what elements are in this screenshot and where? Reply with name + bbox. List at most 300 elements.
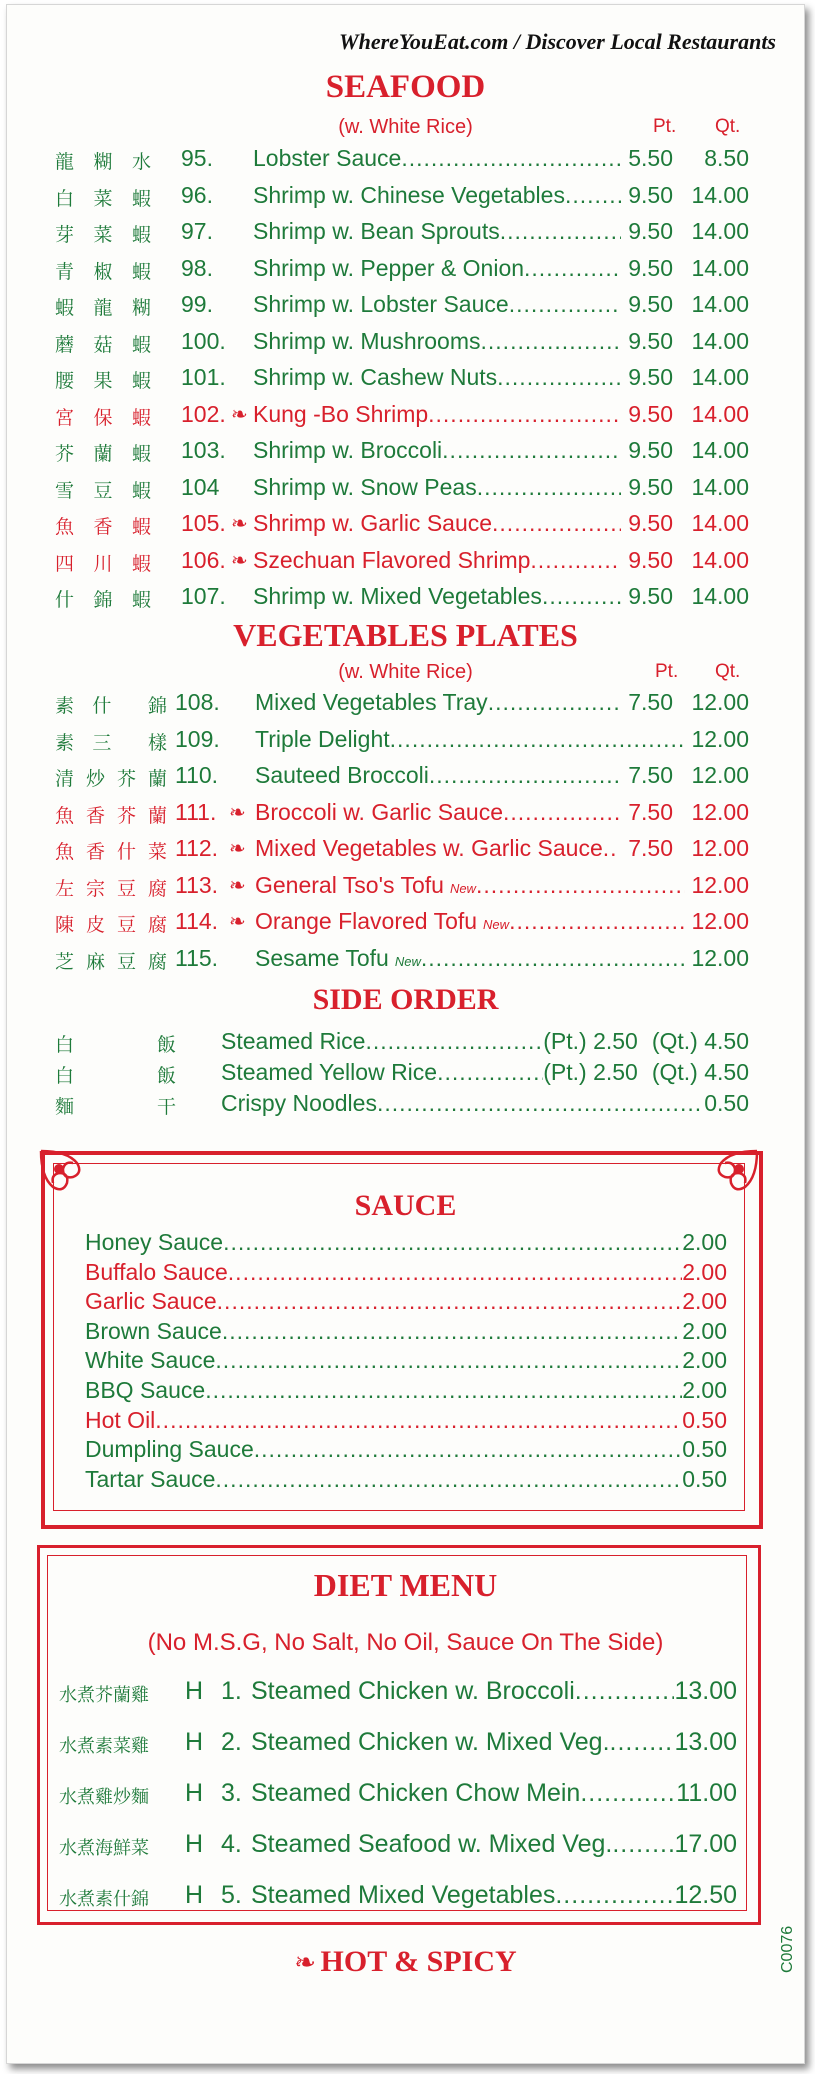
price-quart: 12.00 — [691, 762, 749, 788]
veg-item — [7, 689, 804, 723]
chinese-char: 青 — [55, 260, 75, 283]
item-number: 113. — [175, 871, 219, 898]
chinese-char: 水 — [131, 151, 151, 173]
price: 11.00 — [676, 1779, 737, 1807]
price: 2.00 — [682, 1317, 727, 1344]
veg-item — [7, 762, 804, 796]
chili-icon: ❧ — [231, 403, 248, 426]
price-pint: 9.50 — [628, 437, 673, 463]
veg-item — [7, 872, 804, 906]
chinese-char: 芥 — [116, 768, 136, 790]
veg-pt-header: Pt. — [655, 661, 679, 682]
item-number: 1. — [221, 1677, 242, 1705]
price-quart: 12.00 — [691, 908, 749, 934]
chinese-char: 保 — [93, 406, 113, 429]
menu-code: C0076 — [779, 1925, 796, 1973]
chinese-char: 糊 — [131, 297, 151, 319]
dot-leader — [476, 872, 685, 899]
price-quart: 14.00 — [691, 218, 749, 244]
diet-item — [7, 1728, 804, 1762]
chinese-char: 麻 — [85, 950, 105, 973]
price: 2.00 — [682, 1229, 727, 1255]
item-number: 106. — [181, 546, 226, 573]
chinese-char: 魚 — [55, 804, 75, 827]
seafood-item — [7, 218, 804, 252]
dot-leader — [254, 1436, 682, 1463]
item-line — [85, 1377, 727, 1404]
item-name: Crispy Noodles — [221, 1090, 377, 1116]
chili-icon: ❧ — [231, 549, 248, 572]
item-name: Orange Flavored Tofu — [255, 908, 478, 934]
chinese-name — [55, 837, 167, 864]
veg-subtitle: (w. White Rice) — [338, 661, 473, 683]
dot-leader — [155, 1407, 682, 1434]
side-item — [7, 1090, 804, 1124]
chinese-char: 腐 — [147, 914, 167, 936]
diet-title: DIET MENU — [313, 1567, 498, 1603]
chili-icon: ❧ — [229, 838, 246, 860]
chinese-char: 宮 — [55, 406, 75, 429]
price-quart: 14.00 — [691, 400, 749, 427]
chinese-char: 錦 — [93, 589, 113, 611]
dot-leader — [421, 945, 685, 972]
item-name: Shrimp w. Bean Sprouts — [253, 218, 500, 244]
item-name: Mixed Vegetables Tray — [255, 689, 488, 715]
chinese-name — [55, 691, 167, 718]
chinese-char: 豆 — [116, 950, 136, 973]
chinese-name — [55, 476, 151, 503]
item-line — [85, 1229, 727, 1256]
item-code: H — [185, 1677, 204, 1705]
chinese-name: 水煮素什錦 — [59, 1889, 149, 1910]
price-pint: 9.50 — [628, 327, 673, 354]
item-number: 100. — [181, 327, 226, 354]
chinese-name — [55, 439, 151, 466]
seafood-item — [7, 145, 804, 179]
chinese-name — [55, 330, 151, 357]
item-number: 103. — [181, 437, 226, 463]
item-name: Tartar Sauce — [85, 1465, 216, 1492]
chinese-char: 糊 — [93, 151, 113, 173]
hot-spicy-legend — [7, 1945, 804, 1979]
chinese-char: 蝦 — [131, 589, 151, 611]
item-line — [253, 547, 621, 574]
chinese-char: 陳 — [55, 914, 75, 936]
item-name: Shrimp w. Snow Peas — [253, 473, 477, 500]
sauce-title: SAUCE — [354, 1189, 457, 1222]
price-quart: 12.00 — [691, 725, 749, 752]
chinese-name — [55, 549, 151, 576]
item-name: Brown Sauce — [85, 1317, 222, 1344]
price-quart: (Qt.) 4.50 — [651, 1028, 749, 1054]
item-code: H — [185, 1728, 204, 1756]
chinese-char: 雪 — [55, 479, 75, 502]
hot-spicy-label: HOT & SPICY — [320, 1945, 517, 1978]
seafood-pt-header: Pt. — [653, 116, 677, 137]
item-name: Steamed Rice — [221, 1028, 366, 1054]
dot-leader — [377, 1090, 704, 1117]
item-line — [85, 1288, 727, 1315]
item-line — [221, 1090, 749, 1117]
sauce-item — [85, 1407, 727, 1437]
veg-item — [7, 835, 804, 869]
item-number: 5. — [221, 1881, 242, 1909]
item-line — [221, 1028, 749, 1055]
chinese-name: 水煮素菜雞 — [59, 1736, 149, 1757]
price-pint: 9.50 — [628, 218, 673, 244]
chinese-name — [55, 764, 167, 791]
dot-leader — [401, 145, 621, 172]
dot-leader — [503, 799, 619, 826]
price: 13.00 — [674, 1677, 737, 1705]
dot-leader — [365, 1028, 543, 1055]
price-pint: (Pt.) 2.50 — [543, 1059, 638, 1085]
chinese-char: 蝦 — [131, 370, 151, 392]
chinese-char: 素 — [55, 731, 75, 754]
sauce-item — [85, 1229, 727, 1259]
dot-leader — [429, 762, 619, 789]
dot-leader — [477, 474, 621, 501]
chinese-name — [55, 585, 151, 612]
item-line — [253, 145, 621, 172]
dot-leader — [205, 1377, 682, 1404]
item-name: Steamed Yellow Rice — [221, 1059, 438, 1085]
menu-page — [6, 4, 805, 2064]
dot-leader — [215, 1466, 682, 1493]
seafood-title: SEAFOOD — [325, 69, 486, 105]
price-quart: 14.00 — [691, 546, 749, 573]
chinese-char: 樣 — [147, 731, 167, 754]
price-pint: 9.50 — [628, 364, 673, 390]
side-item — [7, 1028, 804, 1062]
item-number: 98. — [181, 254, 213, 281]
chinese-char: 蝦 — [55, 297, 75, 319]
veg-item — [7, 945, 804, 979]
price-pint: 9.50 — [628, 473, 673, 500]
chinese-char: 豆 — [116, 914, 136, 936]
item-number: 109. — [175, 725, 220, 752]
price: 2.00 — [682, 1377, 727, 1403]
chinese-char: 蝦 — [131, 516, 151, 538]
chinese-char: 芝 — [55, 950, 75, 973]
chinese-char: 炒 — [85, 768, 105, 790]
chinese-char: 菜 — [93, 187, 113, 210]
item-name: Shrimp w. Garlic Sauce — [253, 510, 493, 536]
price: 0.50 — [682, 1465, 727, 1492]
price: 12.50 — [674, 1881, 737, 1909]
item-line — [253, 291, 621, 318]
chinese-char: 菜 — [147, 841, 167, 863]
dot-leader — [437, 1059, 543, 1086]
item-name: Shrimp w. Broccoli — [253, 437, 443, 463]
chinese-name — [55, 728, 167, 755]
item-number: 115. — [175, 944, 219, 971]
dot-leader — [509, 908, 685, 935]
item-name: Steamed Chicken w. Mixed Veg. — [251, 1728, 610, 1756]
chinese-char: 芥 — [55, 443, 75, 465]
price-pint: 9.50 — [628, 181, 673, 208]
chinese-char: 白 — [55, 1034, 75, 1056]
item-number: 4. — [221, 1830, 242, 1858]
chinese-char: 飯 — [157, 1034, 177, 1056]
chinese-char: 四 — [55, 552, 75, 575]
price-quart: 14.00 — [691, 473, 749, 500]
chinese-char: 白 — [55, 1065, 75, 1087]
diet-item — [7, 1830, 804, 1864]
item-name: Kung -Bo Shrimp — [253, 400, 429, 427]
item-line — [251, 1779, 737, 1808]
seafood-item — [7, 547, 804, 581]
price-pint: 9.50 — [628, 254, 673, 281]
chinese-name — [55, 403, 151, 430]
seafood-item — [7, 364, 804, 398]
chinese-name — [55, 947, 167, 974]
seafood-qt-header: Qt. — [715, 116, 741, 137]
dot-leader — [492, 510, 621, 537]
seafood-item — [7, 401, 804, 435]
sauce-item — [85, 1347, 727, 1377]
new-badge: New — [394, 953, 421, 969]
item-line — [255, 908, 685, 935]
item-number: 96. — [181, 181, 213, 208]
veg-item — [7, 908, 804, 942]
chinese-char: 芽 — [55, 224, 75, 246]
diet-item — [7, 1677, 804, 1711]
price: 2.00 — [682, 1258, 727, 1285]
chinese-char: 干 — [157, 1096, 177, 1118]
item-number: 101. — [181, 364, 226, 390]
chinese-name — [55, 874, 167, 901]
price: 13.00 — [674, 1728, 737, 1756]
dot-leader — [612, 1830, 674, 1859]
item-line — [255, 762, 619, 789]
chinese-char: 蘭 — [147, 768, 167, 790]
chili-icon: ❧ — [231, 513, 248, 535]
seafood-item — [7, 255, 804, 289]
item-name: Mixed Vegetables w. Garlic Sauce — [255, 835, 603, 861]
price-quart: 14.00 — [691, 181, 749, 208]
item-name: Broccoli w. Garlic Sauce — [255, 798, 503, 825]
item-number: 114. — [175, 908, 219, 934]
price-quart: 14.00 — [691, 510, 749, 536]
chinese-char: 宗 — [85, 877, 105, 900]
item-number: 112. — [175, 835, 219, 861]
item-name: Garlic Sauce — [85, 1288, 217, 1315]
chinese-char: 龍 — [93, 297, 113, 319]
chinese-char: 芥 — [116, 804, 136, 827]
chinese-char: 香 — [93, 516, 113, 538]
chinese-char: 魚 — [55, 516, 75, 538]
item-line — [251, 1728, 737, 1757]
item-number: 3. — [221, 1779, 242, 1807]
item-name: Buffalo Sauce — [85, 1258, 228, 1285]
diet-subtitle: (No M.S.G, No Salt, No Oil, Sauce On The Side) — [147, 1629, 664, 1656]
chinese-char: 川 — [93, 552, 113, 575]
item-name: Lobster Sauce — [253, 145, 402, 171]
sauce-item — [85, 1288, 727, 1318]
item-line — [251, 1830, 737, 1859]
chinese-char: 白 — [55, 187, 75, 210]
item-name: Steamed Seafood w. Mixed Veg. — [251, 1830, 613, 1858]
price-quart: (Qt.) 4.50 — [651, 1059, 749, 1085]
price-pint: 9.50 — [628, 546, 673, 573]
dot-leader — [555, 1881, 674, 1910]
chinese-char: 什 — [92, 695, 112, 717]
chinese-name — [55, 257, 151, 284]
dot-leader — [610, 1728, 675, 1757]
item-line — [85, 1436, 727, 1463]
chinese-char: 皮 — [85, 914, 105, 936]
item-name: Steamed Chicken w. Broccoli — [251, 1677, 575, 1705]
dot-leader — [215, 1347, 682, 1374]
dot-leader — [223, 1229, 682, 1256]
dot-leader — [442, 437, 621, 464]
item-line — [253, 328, 621, 355]
price: 2.00 — [682, 1288, 727, 1315]
diet-item — [7, 1779, 804, 1813]
item-number: 105. — [181, 510, 226, 536]
chinese-name — [55, 366, 151, 393]
item-number: 2. — [221, 1728, 242, 1756]
side-title: SIDE ORDER — [312, 983, 499, 1016]
price-quart: 14.00 — [691, 291, 749, 317]
price-quart: 14.00 — [691, 254, 749, 281]
chinese-name — [55, 910, 167, 937]
chinese-char: 豆 — [93, 479, 113, 502]
item-name: Triple Delight — [255, 725, 390, 752]
item-line — [255, 945, 685, 972]
item-number: 97. — [181, 218, 213, 244]
chinese-char: 蝦 — [131, 333, 151, 356]
chinese-char: 蝦 — [131, 479, 151, 502]
item-line — [85, 1407, 727, 1434]
chinese-char: 腐 — [147, 950, 167, 973]
chinese-char: 香 — [85, 804, 105, 827]
price-pint: 7.50 — [628, 689, 673, 715]
dot-leader — [575, 1677, 675, 1706]
veg-item — [7, 726, 804, 760]
price: 0.50 — [704, 1090, 749, 1116]
chinese-char: 蘭 — [93, 443, 113, 465]
chinese-name — [55, 801, 167, 828]
item-line — [253, 437, 621, 464]
item-number: 108. — [175, 689, 220, 715]
item-name: Steamed Chicken Chow Mein — [251, 1779, 581, 1807]
chinese-char: 魚 — [55, 841, 75, 863]
sauce-item — [85, 1466, 727, 1496]
price-quart: 14.00 — [691, 583, 749, 609]
chinese-char: 果 — [93, 370, 113, 392]
price: 17.00 — [674, 1830, 737, 1858]
price-pint: 5.50 — [628, 145, 673, 171]
price-quart: 12.00 — [691, 944, 749, 971]
item-name: General Tso's Tofu — [255, 871, 444, 898]
item-name: Shrimp w. Mushrooms — [253, 327, 481, 354]
chinese-char: 清 — [55, 768, 75, 790]
dot-leader — [488, 689, 619, 716]
item-name: Shrimp w. Mixed Vegetables — [253, 583, 542, 609]
price-quart: 14.00 — [691, 327, 749, 354]
price-quart: 12.00 — [691, 798, 749, 825]
chinese-char: 香 — [85, 841, 105, 863]
chinese-char: 椒 — [93, 260, 113, 283]
item-line — [85, 1466, 727, 1493]
chinese-name: 水煮雞炒麵 — [59, 1787, 149, 1808]
chinese-char: 錦 — [147, 695, 167, 717]
item-line — [253, 255, 621, 282]
chili-icon: ❧ — [229, 911, 246, 933]
item-line — [255, 689, 619, 716]
site-watermark: WhereYouEat.com / Discover Local Restaurants — [339, 29, 776, 54]
dot-leader — [428, 401, 621, 428]
side-item — [7, 1059, 804, 1093]
item-line — [251, 1677, 737, 1706]
chinese-char: 蝦 — [131, 443, 151, 465]
diet-item — [7, 1881, 804, 1915]
dot-leader — [217, 1288, 683, 1315]
item-line — [85, 1259, 727, 1286]
new-badge: New — [483, 917, 510, 932]
veg-qt-header: Qt. — [715, 661, 741, 682]
dot-leader — [481, 328, 621, 355]
item-line — [253, 474, 621, 501]
item-name: Honey Sauce — [85, 1229, 224, 1255]
sauce-item — [85, 1318, 727, 1348]
item-line — [85, 1347, 727, 1374]
item-number: 95. — [181, 145, 213, 171]
new-badge: New — [449, 880, 476, 896]
chinese-char: 麵 — [55, 1096, 75, 1118]
seafood-item — [7, 182, 804, 216]
seafood-subtitle: (w. White Rice) — [338, 116, 473, 138]
item-number: 107. — [181, 583, 226, 609]
item-name: BBQ Sauce — [85, 1377, 206, 1403]
seafood-item — [7, 437, 804, 471]
item-name: White Sauce — [85, 1347, 216, 1374]
item-name: Dumpling Sauce — [85, 1436, 254, 1463]
chinese-name: 水煮海鮮菜 — [59, 1838, 149, 1859]
item-number: 104 — [181, 473, 220, 500]
chinese-name — [55, 293, 151, 320]
sauce-item — [85, 1377, 727, 1407]
dot-leader — [580, 1779, 676, 1808]
dot-leader — [228, 1259, 682, 1286]
price-pint: 9.50 — [628, 510, 673, 536]
chinese-char: 左 — [55, 877, 75, 900]
chinese-name — [55, 512, 151, 539]
item-code: H — [185, 1881, 204, 1909]
item-name: Shrimp w. Chinese Vegetables — [253, 181, 565, 208]
price-quart: 8.50 — [704, 145, 749, 171]
item-name: Sesame Tofu — [255, 944, 389, 971]
chinese-name: 水煮芥蘭雞 — [59, 1685, 149, 1706]
price-quart: 14.00 — [691, 364, 749, 390]
chinese-char: 腰 — [55, 370, 75, 392]
veg-item — [7, 799, 804, 833]
item-line — [253, 510, 621, 537]
price-pint: 7.50 — [628, 762, 673, 788]
item-code: H — [185, 1779, 204, 1807]
seafood-item — [7, 583, 804, 617]
chinese-char: 什 — [116, 841, 136, 863]
seafood-item — [7, 474, 804, 508]
chinese-char: 什 — [55, 589, 75, 611]
chili-icon: ❧ — [229, 874, 246, 897]
item-name: Shrimp w. Lobster Sauce — [253, 291, 509, 317]
chinese-name — [55, 220, 151, 247]
item-name: Shrimp w. Pepper & Onion — [253, 254, 525, 281]
price-pint: (Pt.) 2.50 — [543, 1028, 638, 1054]
